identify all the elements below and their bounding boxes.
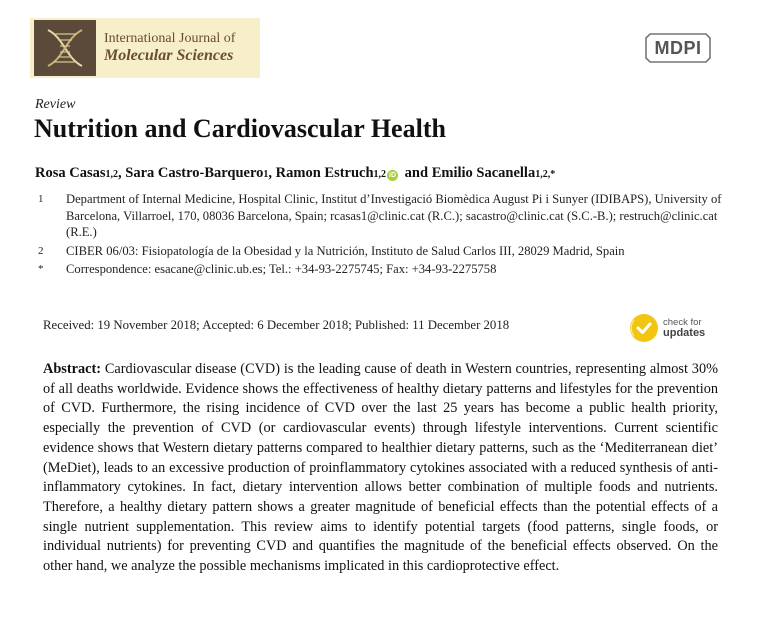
journal-name	[104, 31, 235, 65]
article-type: Review	[35, 97, 76, 112]
orcid-icon[interactable]: iD	[389, 172, 397, 179]
affiliation-text: Department of Internal Medicine, Hospital Clinic, Institut d’Investigació Biomèdica August Pi i Sunyer (IDIBAPS), University of Barcelona, Villarroel, 170, 08036 Barcelona, Spain; rcasas1@clinic.cat (R.C.); sacastro@clinic.cat (S.C.-B.); restruch@clinic.cat (R.E.)	[66, 192, 722, 239]
article-title: Nutrition and Cardiovascular Health	[34, 114, 446, 143]
check-updates-line1: check for	[663, 317, 702, 328]
author-list: Rosa Casas 1,2 , Sara Castro-Barquero 1 , Ramon Estruch 1,2 iD and Emilio Sacanella 1,2,*	[35, 165, 556, 181]
journal-name-line1: International Journal of	[104, 30, 236, 46]
affiliation-marker: *	[38, 263, 44, 275]
abstract-text: Cardiovascular disease (CVD) is the leading cause of death in Western countries, representing almost 30% of all deaths worldwide. Evidence shows the effectiveness of healthy dietary patterns and lifestyles for the prevention of CVD. Furthermore, the rising incidence of CVD over the last 25 years has become a public health priority, especially the prevention of CVD (or cardiovascular events) through lifestyle interventions. Current scientific evidence shows that Western dietary patterns compared to healthier dietary patterns, such as the ‘Mediterranean diet’ (MeDiet), leads to an excessive production of proinflammatory cytokines associated with a reduced synthesis of anti-inflammatory cytokines. In fact, dietary intervention allows better combination of multiple foods and nutrients. Therefore, a healthy dietary pattern shows a greater magnitude of beneficial effects than the potential effects of a single nutrient supplementation. This review aims to identify potential targets (food patterns, single foods, or individual nutrients) for preventing CVD and quantifies the magnitude of the beneficial effects observed. On the other hand, we analyze the possible mechanisms implicated in this cardioprotective effect.	[43, 361, 719, 575]
affiliations	[35, 191, 725, 280]
affiliation-marker: 1	[38, 193, 44, 205]
publication-dates: Received: 19 November 2018; Accepted: 6 December 2018; Published: 11 December 2018	[43, 318, 510, 332]
abstract	[43, 360, 718, 577]
affiliation-item	[35, 261, 725, 278]
correspondence-text: Correspondence: esacane@clinic.ub.es; Tel.: +34-93-2275745; Fax: +34-93-2275758	[66, 262, 497, 276]
affiliation-item	[35, 243, 725, 260]
author-separator: ,	[118, 165, 126, 181]
check-updates-label	[663, 317, 705, 339]
author-separator: ,	[268, 165, 276, 181]
abstract-label: Abstract:	[43, 361, 101, 377]
affiliation-text: CIBER 06/03: Fisiopatología de la Obesidad y la Nutrición, Instituto de Salud Carlos III, 28029 Madrid, Spain	[66, 243, 625, 258]
affiliation-marker: 2	[38, 244, 44, 257]
check-for-updates-button[interactable]	[630, 314, 705, 342]
author-name[interactable]: Rosa Casas	[35, 165, 106, 181]
check-updates-icon	[630, 314, 658, 342]
publisher-name: MDPI	[654, 37, 702, 58]
author-separator: and	[401, 165, 432, 181]
mdpi-logo[interactable]	[644, 32, 712, 64]
author-name[interactable]: Ramon Estruch	[275, 165, 374, 181]
dna-helix-icon	[34, 20, 96, 76]
journal-name-line2: Molecular Sciences	[104, 46, 234, 64]
affiliation-item	[35, 191, 725, 241]
check-updates-line2: updates	[663, 327, 706, 339]
author-name[interactable]: Emilio Sacanella	[431, 165, 536, 181]
journal-badge[interactable]	[30, 18, 260, 78]
author-name[interactable]: Sara Castro-Barquero	[125, 165, 264, 181]
